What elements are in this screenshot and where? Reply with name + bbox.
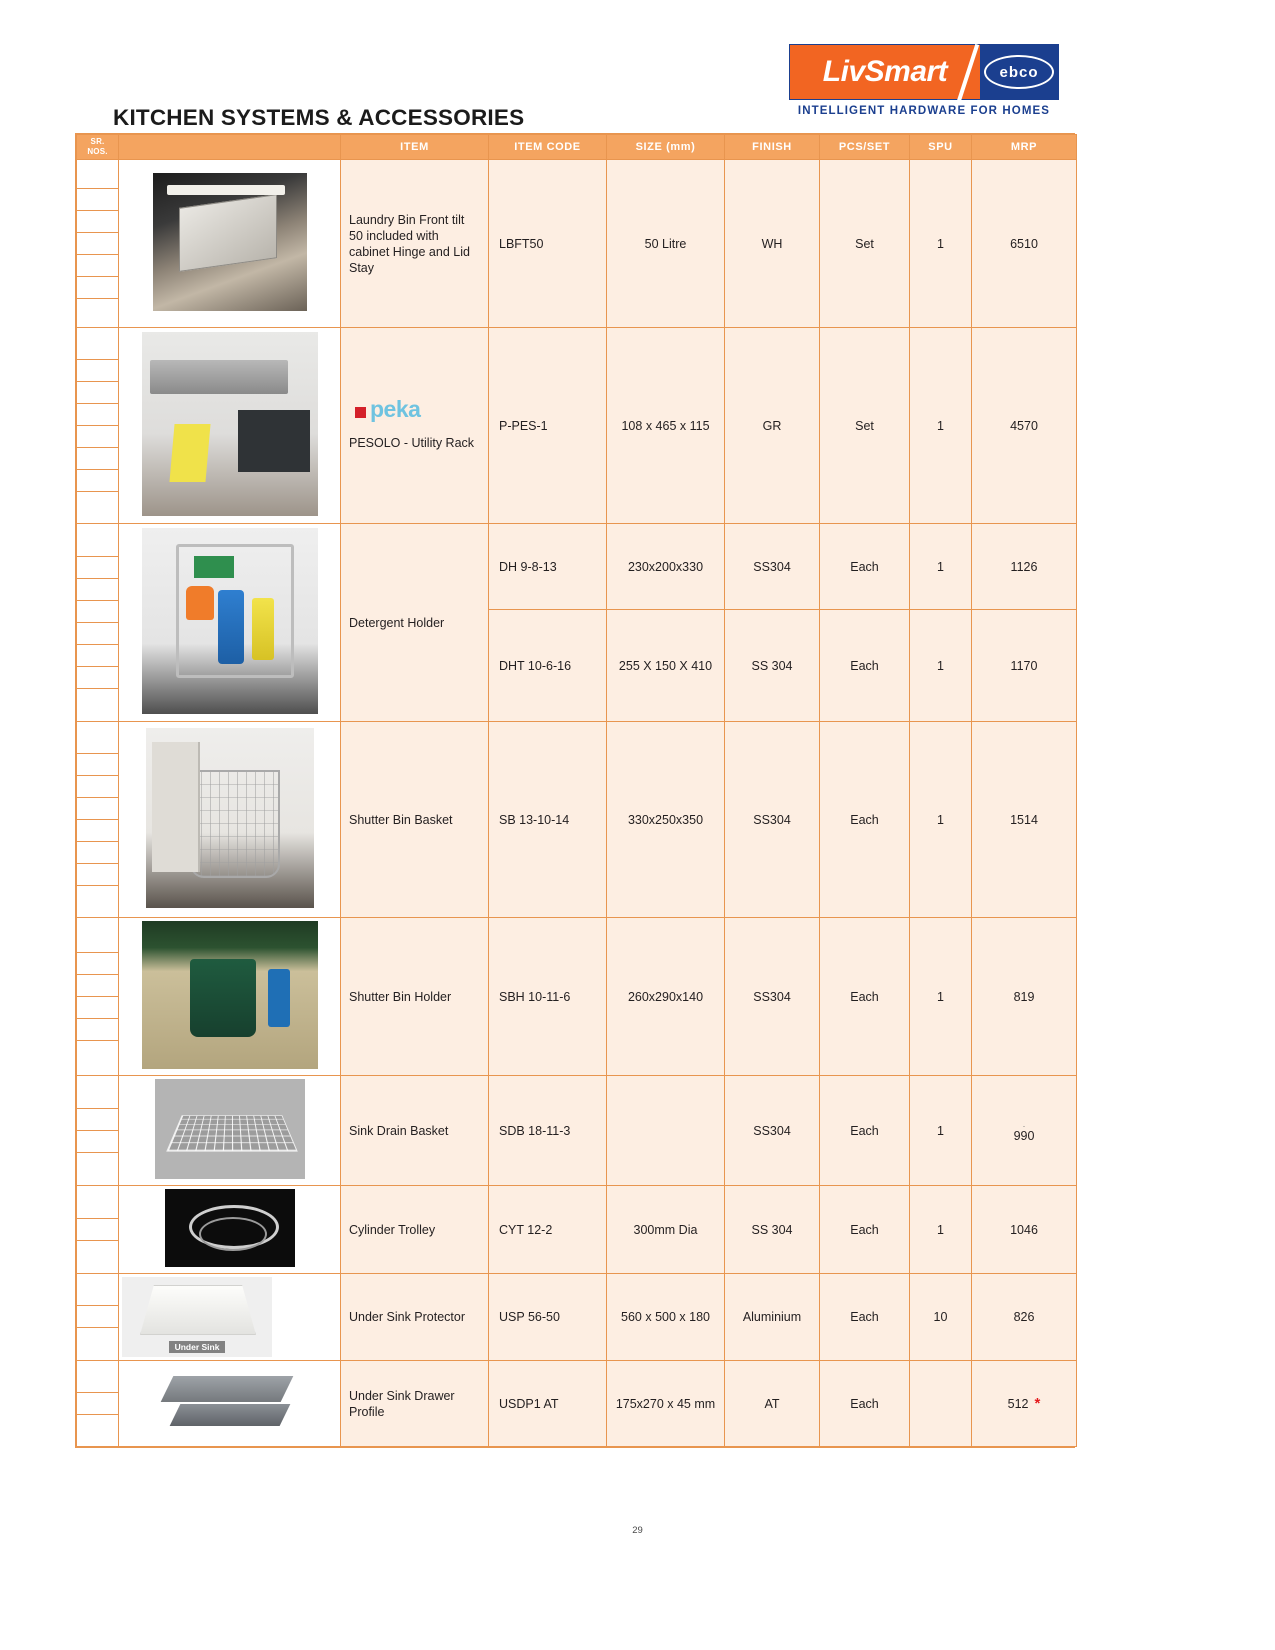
item-spu: 1 <box>910 328 972 524</box>
item-finish: Aluminium <box>725 1274 820 1361</box>
item-mrp-cell <box>972 1076 1077 1186</box>
header-item-code: ITEM CODE <box>489 135 607 160</box>
item-name: Cylinder Trolley <box>341 1186 489 1274</box>
item-size: 108 x 465 x 115 <box>607 328 725 524</box>
item-mrp-cell <box>972 1361 1077 1447</box>
item-size: 50 Litre <box>607 160 725 328</box>
item-spu: 1 <box>910 1186 972 1274</box>
item-name: Shutter Bin Basket <box>341 722 489 918</box>
header-sr-line2: NOS. <box>87 147 108 156</box>
item-spu: 1 <box>910 160 972 328</box>
item-size: 560 x 500 x 180 <box>607 1274 725 1361</box>
item-mrp: 6510 <box>972 160 1077 328</box>
shutter-bin-holder-photo <box>142 921 318 1069</box>
header-item: ITEM <box>341 135 489 160</box>
header-sr <box>77 135 119 160</box>
item-name: Detergent Holder <box>341 524 489 722</box>
sr-no-cell <box>77 524 119 722</box>
mrp-note: . <box>1022 1118 1026 1129</box>
product-image-cell <box>119 1361 341 1447</box>
item-mrp: 1170 <box>972 610 1077 722</box>
laundry-bin-photo <box>153 173 307 311</box>
header-size: SIZE (mm) <box>607 135 725 160</box>
item-pcs-set: Each <box>820 1076 910 1186</box>
sr-no-cell <box>77 1076 119 1186</box>
table-header-row <box>77 135 1077 160</box>
item-finish: GR <box>725 328 820 524</box>
header-mrp: MRP <box>972 135 1077 160</box>
item-mrp: 819 <box>972 918 1077 1076</box>
table-row <box>77 328 1077 524</box>
detergent-holder-photo <box>142 528 318 714</box>
sr-no-cell <box>77 160 119 328</box>
item-spu: 1 <box>910 722 972 918</box>
product-image-cell <box>119 722 341 918</box>
product-image-cell <box>119 918 341 1076</box>
sr-strip <box>77 732 118 908</box>
item-code: SBH 10-11-6 <box>489 918 607 1076</box>
item-finish: SS 304 <box>725 1186 820 1274</box>
table-row <box>77 1274 1077 1361</box>
item-code: USP 56-50 <box>489 1274 607 1361</box>
item-name: PESOLO - Utility Rack <box>349 435 475 450</box>
item-size: 330x250x350 <box>607 722 725 918</box>
item-finish: SS304 <box>725 1076 820 1186</box>
header-sr-line1: SR. <box>90 137 105 146</box>
table-row <box>77 160 1077 328</box>
sr-strip <box>77 1284 118 1350</box>
sr-no-cell <box>77 722 119 918</box>
image-caption: Under Sink <box>169 1341 226 1353</box>
sr-strip <box>77 1371 118 1437</box>
item-size: 260x290x140 <box>607 918 725 1076</box>
sr-no-cell <box>77 1361 119 1447</box>
item-spu: 1 <box>910 1076 972 1186</box>
item-mrp: 1126 <box>972 524 1077 610</box>
item-size: 300mm Dia <box>607 1186 725 1274</box>
item-size: 255 X 150 X 410 <box>607 610 725 722</box>
product-image-cell <box>119 1076 341 1186</box>
peka-wordmark: peka <box>370 395 421 422</box>
item-name: Sink Drain Basket <box>341 1076 489 1186</box>
item-pcs-set: Each <box>820 918 910 1076</box>
logo-primary-block <box>790 45 980 99</box>
item-size: 230x200x330 <box>607 524 725 610</box>
item-spu: 1 <box>910 918 972 1076</box>
item-code: P-PES-1 <box>489 328 607 524</box>
header-spu: SPU <box>910 135 972 160</box>
item-spu: 10 <box>910 1274 972 1361</box>
item-name: Under Sink Drawer Profile <box>341 1361 489 1447</box>
item-size: 175x270 x 45 mm <box>607 1361 725 1447</box>
header-finish: FINISH <box>725 135 820 160</box>
table-row <box>77 524 1077 610</box>
item-finish: SS304 <box>725 918 820 1076</box>
item-pcs-set: Set <box>820 328 910 524</box>
item-finish: SS304 <box>725 722 820 918</box>
item-pcs-set: Set <box>820 160 910 328</box>
item-mrp: 1046 <box>972 1186 1077 1274</box>
logo-secondary-block <box>980 45 1058 99</box>
product-image-cell <box>119 1186 341 1274</box>
table-row <box>77 1361 1077 1447</box>
sr-no-cell <box>77 1274 119 1361</box>
table-row <box>77 722 1077 918</box>
sink-drain-basket-photo <box>155 1079 305 1179</box>
item-name: Laundry Bin Front tilt 50 included with cabinet Hinge and Lid Stay <box>341 160 489 328</box>
item-code: USDP1 AT <box>489 1361 607 1447</box>
logo-secondary-text: ebco <box>984 55 1054 89</box>
cylinder-trolley-photo <box>165 1189 295 1267</box>
peka-square-icon <box>355 407 366 418</box>
product-image-cell <box>119 160 341 328</box>
sr-no-cell <box>77 328 119 524</box>
brand-logo <box>789 44 1059 122</box>
product-image-cell <box>119 524 341 722</box>
sr-no-cell <box>77 1186 119 1274</box>
peka-brand-mark <box>349 395 480 435</box>
item-finish: SS304 <box>725 524 820 610</box>
item-code: CYT 12-2 <box>489 1186 607 1274</box>
sr-strip <box>77 931 118 1063</box>
brand-tagline: INTELLIGENT HARDWARE FOR HOMES <box>797 105 1051 117</box>
sr-strip <box>77 1197 118 1263</box>
shutter-bin-basket-photo <box>146 728 314 908</box>
item-code: LBFT50 <box>489 160 607 328</box>
sr-strip <box>77 167 118 321</box>
item-code: SB 13-10-14 <box>489 722 607 918</box>
pesolo-utility-rack-photo <box>142 332 318 516</box>
header-image <box>119 135 341 160</box>
under-sink-protector-photo <box>122 1277 272 1357</box>
item-mrp: 826 <box>972 1274 1077 1361</box>
item-code: DHT 10-6-16 <box>489 610 607 722</box>
item-pcs-set: Each <box>820 610 910 722</box>
products-table <box>76 134 1077 1447</box>
item-spu: 1 <box>910 524 972 610</box>
page-title: KITCHEN SYSTEMS & ACCESSORIES <box>113 105 525 130</box>
mrp-asterisk-flag: * <box>1034 1395 1041 1412</box>
table-row <box>77 1076 1077 1186</box>
item-pcs-set: Each <box>820 524 910 610</box>
products-table-wrapper <box>75 133 1075 1448</box>
item-pcs-set: Each <box>820 1361 910 1447</box>
item-name: Shutter Bin Holder <box>341 918 489 1076</box>
item-code: SDB 18-11-3 <box>489 1076 607 1186</box>
item-finish: SS 304 <box>725 610 820 722</box>
logo-box <box>789 44 1059 100</box>
item-mrp: 1514 <box>972 722 1077 918</box>
logo-primary-text: LivSmart <box>822 55 948 88</box>
item-spu <box>910 1361 972 1447</box>
header-pcs-set: PCS/SET <box>820 135 910 160</box>
item-mrp: 4570 <box>972 328 1077 524</box>
under-sink-drawer-profile-photo <box>153 1364 307 1440</box>
item-pcs-set: Each <box>820 1186 910 1274</box>
item-finish: AT <box>725 1361 820 1447</box>
sr-strip <box>77 338 118 514</box>
item-size <box>607 1076 725 1186</box>
item-pcs-set: Each <box>820 722 910 918</box>
table-row <box>77 1186 1077 1274</box>
item-mrp: 990 <box>1013 1128 1035 1143</box>
item-spu: 1 <box>910 610 972 722</box>
item-name-with-brand <box>341 328 489 524</box>
product-image-cell <box>119 328 341 524</box>
table-row <box>77 918 1077 1076</box>
item-pcs-set: Each <box>820 1274 910 1361</box>
sr-strip <box>77 1087 118 1175</box>
item-name: Under Sink Protector <box>341 1274 489 1361</box>
item-mrp: 512 <box>1007 1397 1029 1411</box>
item-finish: WH <box>725 160 820 328</box>
page-number: 29 <box>632 1525 643 1536</box>
sr-no-cell <box>77 918 119 1076</box>
item-code: DH 9-8-13 <box>489 524 607 610</box>
sr-strip <box>77 535 118 711</box>
product-image-cell <box>119 1274 341 1361</box>
